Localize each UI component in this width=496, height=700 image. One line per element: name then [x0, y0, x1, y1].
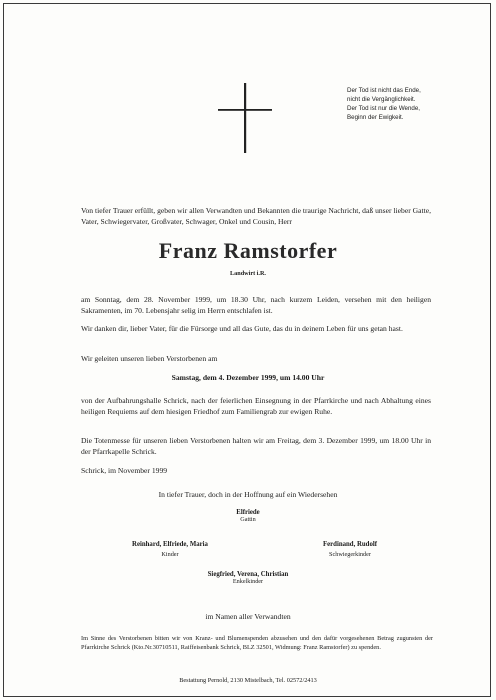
- mourner-spouse: [198, 509, 298, 524]
- deceased-name: Franz Ramstorfer: [158, 238, 338, 263]
- poem-line: Der Tod ist nicht das Ende,: [347, 87, 421, 94]
- death-notice: am Sonntag, dem 28. November 1999, um 18.30 Uhr, nach kurzem Leiden, versehen mit den heiligen Sakramenten, im 70. Lebensjahr selig im Herrn entschlafen ist.: [81, 295, 431, 315]
- cross-icon: [210, 83, 280, 153]
- mourner-names: Ferdinand, Rudolf: [322, 541, 377, 548]
- funeral-date: Samstag, dem 4. Dezember 1999, um 14.00 Uhr: [171, 373, 325, 382]
- funeral-details: von der Aufbahrungshalle Schrick, nach der feierlichen Einsegnung in der Pfarrkirche und nach Abhaltung eines heiligen Requiems auf dem hiesigen Friedhof zum Familiengrab zur ewigen Ruhe.: [81, 396, 431, 416]
- poem-line: Beginn der Ewigkeit.: [347, 114, 404, 121]
- intro-text: Von tiefer Trauer erfüllt, geben wir allen Verwandten und Bekannten die traurige Nachricht, daß unser lieber Gatte, Vater, Schwiegervater, Großvater, Schwager, Onkel und Cousin, Herr: [81, 206, 431, 226]
- mourner-names: Siegfried, Verena, Christian: [207, 571, 289, 578]
- mourner-inlaws: [290, 541, 410, 559]
- mourner-names: Elfriede: [236, 509, 260, 516]
- escort-text: Wir geleiten unseren lieben Verstorbenen am: [81, 354, 218, 363]
- mourner-role: Kinder: [161, 551, 179, 558]
- mourner-role: Enkelkinder: [232, 578, 264, 585]
- mass-text: Die Totenmesse für unseren lieben Verstorbenen halten wir am Freitag, dem 3. Dezember 1999, um 18.00 Uhr in der Pfarrkapelle Schrick.: [81, 436, 431, 456]
- mourner-role: Gattin: [240, 516, 256, 523]
- thanks-text: Wir danken dir, lieber Vater, für die Fürsorge und all das Gute, das du in deinem Leben für uns getan hast.: [81, 324, 403, 333]
- footer-funeral-home: Bestattung Pernold, 2130 Mistelbach, Tel. 02572/2413: [179, 677, 317, 684]
- mourner-role: Schwiegerkinder: [329, 551, 371, 558]
- mourner-names: Reinhard, Elfriede, Maria: [132, 541, 208, 548]
- donation-note: Im Sinne des Verstorbenen bitten wir von Kranz- und Blumenspenden abzusehen und den dafür vorgesehenen Betrag zugunsten der Pfarrkirche Schrick (Kto.Nr.30710511, Raiffeisenbank Schrick, BLZ 32501, Widmung: Franz Ramstorfer) zu spenden.: [81, 635, 433, 651]
- relatives-line: im Namen aller Verwandten: [205, 612, 291, 621]
- mourner-children: [100, 541, 240, 559]
- poem-line: Der Tod ist nur die Wende,: [347, 105, 421, 112]
- mourner-grandchildren: [178, 571, 318, 586]
- place-date: Schrick, im November 1999: [81, 466, 168, 475]
- poem-line: nicht die Vergänglichkeit.: [347, 96, 416, 103]
- mourning-line: In tiefer Trauer, doch in der Hoffnung auf ein Wiedersehen: [158, 490, 338, 499]
- profession: Landwirt i.R.: [230, 270, 266, 277]
- poem: [347, 86, 487, 122]
